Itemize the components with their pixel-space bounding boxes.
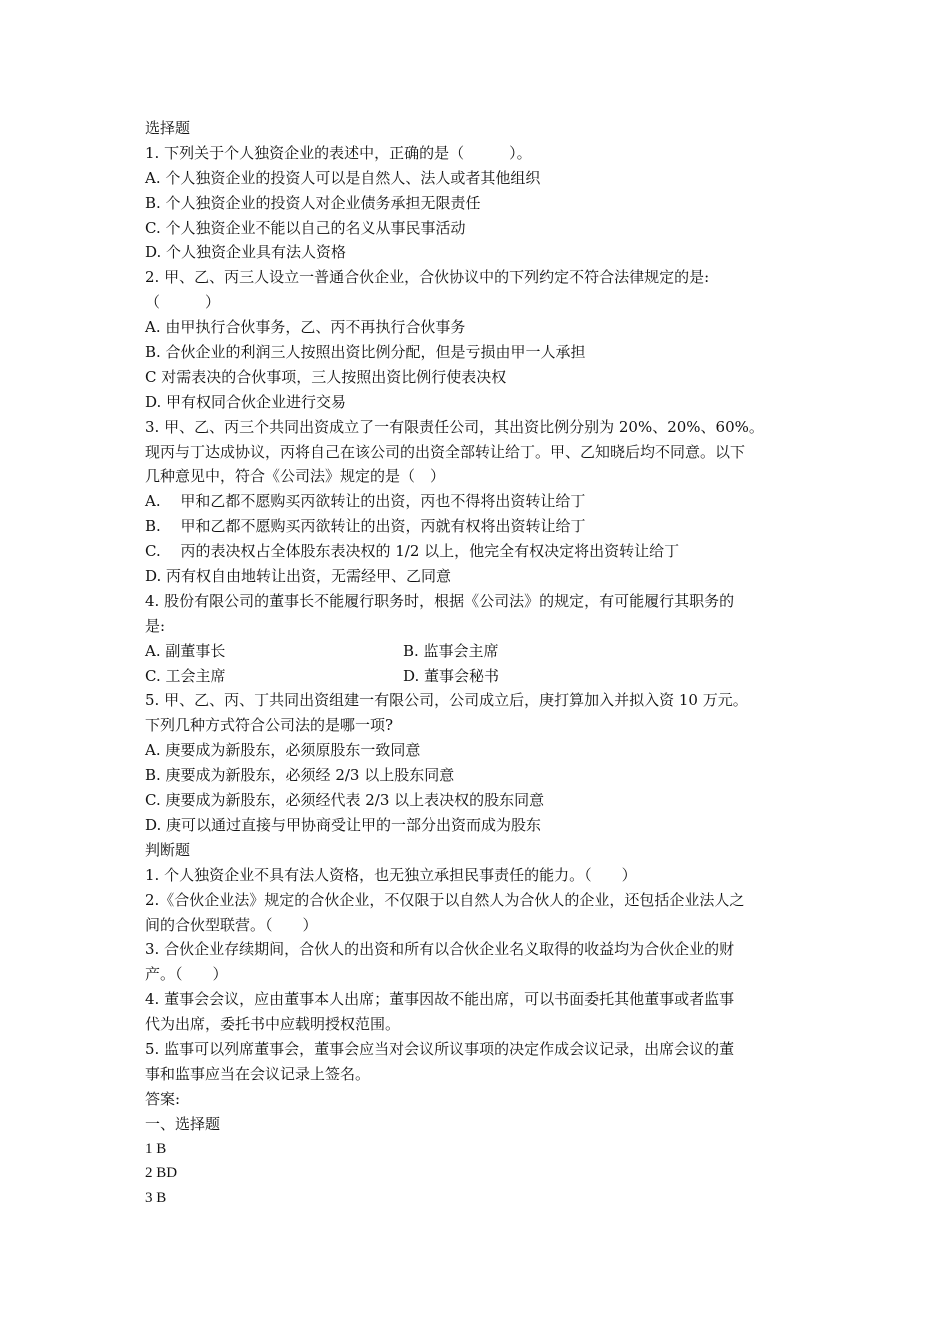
question-2-stem-line2: （ ） (145, 293, 221, 312)
answer-3: 3 B (145, 1190, 167, 1207)
question-2-option-b: B. 合伙企业的利润三人按照出资比例分配，但是亏损由甲一人承担 (145, 343, 586, 362)
question-2-stem-line1: 2. 甲、乙、丙三人设立一普通合伙企业，合伙协议中的下列约定不符合法律规定的是: (145, 268, 710, 287)
section-title-answers: 答案: (145, 1089, 181, 1108)
question-3-stem-line1: 3. 甲、乙、丙三个共同出资成立了一有限责任公司，其出资比例分别为 20%、20%、60%。 (145, 417, 764, 436)
question-5-option-b: B. 庚要成为新股东，必须经 2/3 以上股东同意 (145, 766, 455, 785)
section-title-choice: 选择题 (145, 119, 191, 137)
answers-subtitle-choice: 一、选择题 (145, 1114, 221, 1133)
question-4-options-row2 (145, 664, 815, 689)
question-2-option-d: D. 甲有权同合伙企业进行交易 (145, 392, 347, 411)
judge-5-line2: 事和监事应当在会议记录上签名。 (145, 1064, 371, 1083)
question-5-option-a: A. 庚要成为新股东，必须原股东一致同意 (145, 741, 421, 760)
question-4-stem-line2: 是: (145, 616, 166, 635)
question-4-options-row1 (145, 639, 815, 664)
question-1-stem: 1. 下列关于个人独资企业的表述中，正确的是（ ）。 (145, 143, 532, 162)
question-2-option-a: A. 由甲执行合伙事务，乙、丙不再执行合伙事务 (145, 318, 466, 337)
question-2-option-c: C 对需表决的合伙事项，三人按照出资比例行使表决权 (145, 367, 507, 386)
question-5-option-d: D. 庚可以通过直接与甲协商受让甲的一部分出资而成为股东 (145, 815, 542, 834)
judge-4-line2: 代为出席，委托书中应载明授权范围。 (145, 1015, 401, 1034)
question-4-option-c: C. 工会主席 (145, 666, 226, 685)
judge-3-line1: 3. 合伙企业存续期间，合伙人的出资和所有以合伙企业名义取得的收益均为合伙企业的财 (145, 940, 735, 959)
question-5-option-c: C. 庚要成为新股东，必须经代表 2/3 以上表决权的股东同意 (145, 791, 545, 810)
question-4-stem-line1: 4. 股份有限公司的董事长不能履行职务时，根据《公司法》的规定，有可能履行其职务的 (145, 591, 735, 610)
question-3-option-c: C. 丙的表决权占全体股东表决权的 1/2 以上，他完全有权决定将出资转让给丁 (145, 542, 680, 561)
question-3-stem-line3: 几种意见中，符合《公司法》规定的是（ ） (145, 467, 446, 486)
question-3-option-d: D. 丙有权自由地转让出资，无需经甲、乙同意 (145, 567, 452, 586)
answer-1: 1 B (145, 1140, 167, 1157)
question-5-stem-line2: 下列几种方式符合公司法的是哪一项? (145, 716, 394, 735)
question-1-option-a: A. 个人独资企业的投资人可以是自然人、法人或者其他组织 (145, 168, 541, 187)
judge-1: 1. 个人独资企业不具有法人资格，也无独立承担民事责任的能力。（ ） (145, 865, 637, 884)
judge-2-line1: 2.《合伙企业法》规定的合伙企业，不仅限于以自然人为合伙人的企业，还包括企业法人之 (145, 890, 745, 909)
question-4-option-a: A. 副董事长 (145, 641, 226, 660)
question-3-option-a: A. 甲和乙都不愿购买丙欲转让的出资，丙也不得将出资转让给丁 (145, 492, 586, 511)
judge-5-line1: 5. 监事可以列席董事会，董事会应当对会议所议事项的决定作成会议记录，出席会议的董 (145, 1039, 735, 1058)
question-4-option-d: D. 董事会秘书 (403, 666, 500, 685)
question-3-option-b: B. 甲和乙都不愿购买丙欲转让的出资，丙就有权将出资转让给丁 (145, 517, 586, 536)
question-4-option-b: B. 监事会主席 (403, 641, 499, 660)
judge-3-line2: 产。（ ） (145, 965, 228, 984)
section-title-judge: 判断题 (145, 840, 191, 859)
question-1-option-c: C. 个人独资企业不能以自己的名义从事民事活动 (145, 218, 466, 237)
judge-4-line1: 4. 董事会会议，应由董事本人出席；董事因故不能出席，可以书面委托其他董事或者监事 (145, 990, 735, 1009)
document-page (145, 116, 815, 1211)
judge-2-line2: 间的合伙型联营。（ ） (145, 915, 318, 934)
question-3-stem-line2: 现丙与丁达成协议，丙将自己在该公司的出资全部转让给丁。甲、乙知晓后均不同意。以下 (145, 442, 746, 461)
question-1-option-d: D. 个人独资企业具有法人资格 (145, 243, 347, 262)
answer-2: 2 BD (145, 1165, 178, 1182)
question-5-stem-line1: 5. 甲、乙、丙、丁共同出资组建一有限公司，公司成立后，庚打算加入并拟入资 10 万元。 (145, 691, 748, 710)
question-1-option-b: B. 个人独资企业的投资人对企业债务承担无限责任 (145, 193, 481, 212)
